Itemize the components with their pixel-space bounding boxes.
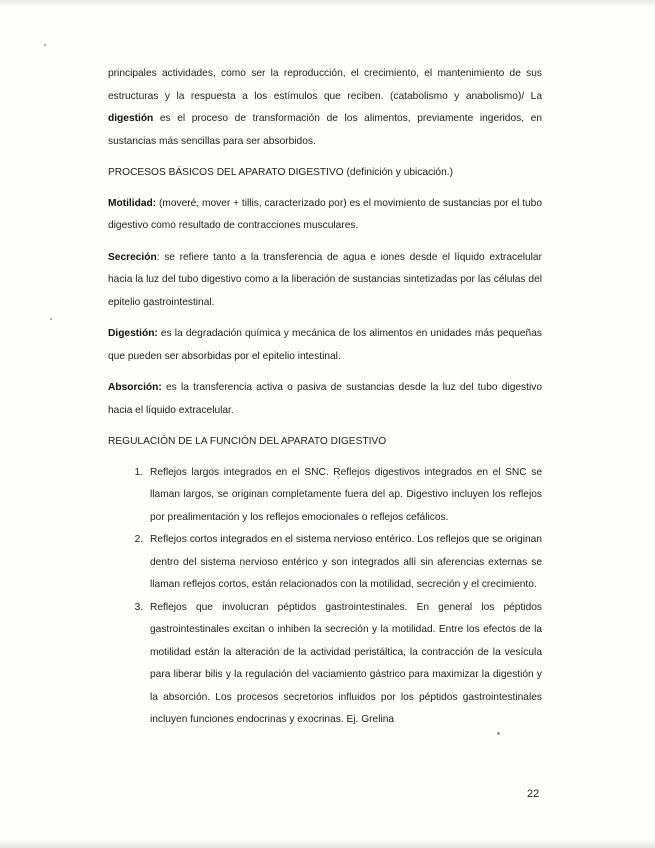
digestion-definition: es el proceso de transformación de los alimentos, previamente ingeridos, en sustancias más sencillas para ser absorbidos. (108, 113, 542, 147)
intro-paragraph (108, 63, 542, 153)
definition-text: : se refiere tanto a la transferencia de agua e iones desde el líquido extracelular hacia la luz del tubo digestivo como a la liberación de sustancias sintetizadas por las células del epitelio gastrointestinal. (108, 251, 542, 308)
section-title-processes: PROCESOS BÁSICOS DEL APARATO DIGESTIVO (definición y ubicación.) (108, 167, 453, 178)
definition-term: Digestión: (108, 328, 158, 339)
definition-text: es la transferencia activa o pasiva de sustancias desde la luz del tubo digestivo hacia el líquido extracelular. (108, 382, 542, 416)
regulation-item-1: 1. Reflejos largos integrados en el SNC. Reflejos digestivos integrados en el SNC se llaman largos, se originan completamente fuera del ap. Digestivo incluyen los reflejos por prealimentación y los reflejos emocionales o reflejos cefálicos. (146, 462, 542, 530)
page-number: 22 (527, 788, 540, 800)
digestion-term: digestión (108, 113, 154, 124)
scan-speck (44, 44, 46, 46)
definition-secrecion (108, 247, 542, 315)
page-content (108, 63, 542, 732)
regulation-list (108, 462, 542, 732)
regulation-item-2: 2. Reflejos cortos integrados en el sistema nervioso entérico. Los reflejos que se originan dentro del sistema nervioso entérico y son integrados allí sin aferencias externas se llaman reflejos cortos, están relacionados con la motilidad, secreción y el crecimiento. (146, 529, 542, 597)
definition-digestion (108, 323, 542, 368)
definition-motilidad (108, 193, 542, 238)
definition-text: (moveré, mover + tillis, caracterizado por) es el movimiento de sustancias por el tubo digestivo como resultado de contracciones musculares. (108, 197, 542, 231)
definition-term: Absorción: (108, 382, 162, 393)
regulation-item-3: 3. Reflejos que involucran péptidos gastrointestinales. En general los péptidos gastrointestinales excitan o inhiben la secreción y la motilidad. Entre los efectos de la motilidad están la alteración de la actividad peristáltica, la contracción de la vesícula para liberar bilis y la regulación del vaciamiento gástrico para maximizar la digestión y la absorción. Los procesos secretorios influidos por los péptidos gastrointestinales incluyen funciones endocrinas y exocrinas. Ej. Grelina (146, 597, 542, 732)
definition-term: Secreción (108, 251, 157, 263)
definition-absorcion (108, 377, 542, 422)
scan-speck (497, 732, 500, 735)
definition-term: Motilidad: (108, 197, 157, 209)
definition-text: es la degradación química y mecánica de los alimentos en unidades más pequeñas que pueden ser absorbidas por el epitelio intestinal. (108, 328, 542, 362)
intro-text: principales actividades, como ser la reproducción, el crecimiento, el mantenimiento de sus estructuras y la respuesta a los estímulos que reciben. (catabolismo y anabolismo)/ La (108, 68, 542, 102)
section-title-regulation: REGULACIÓN DE LA FUNCIÓN DEL APARATO DIGESTIVO (108, 436, 387, 447)
scan-speck (50, 318, 52, 320)
